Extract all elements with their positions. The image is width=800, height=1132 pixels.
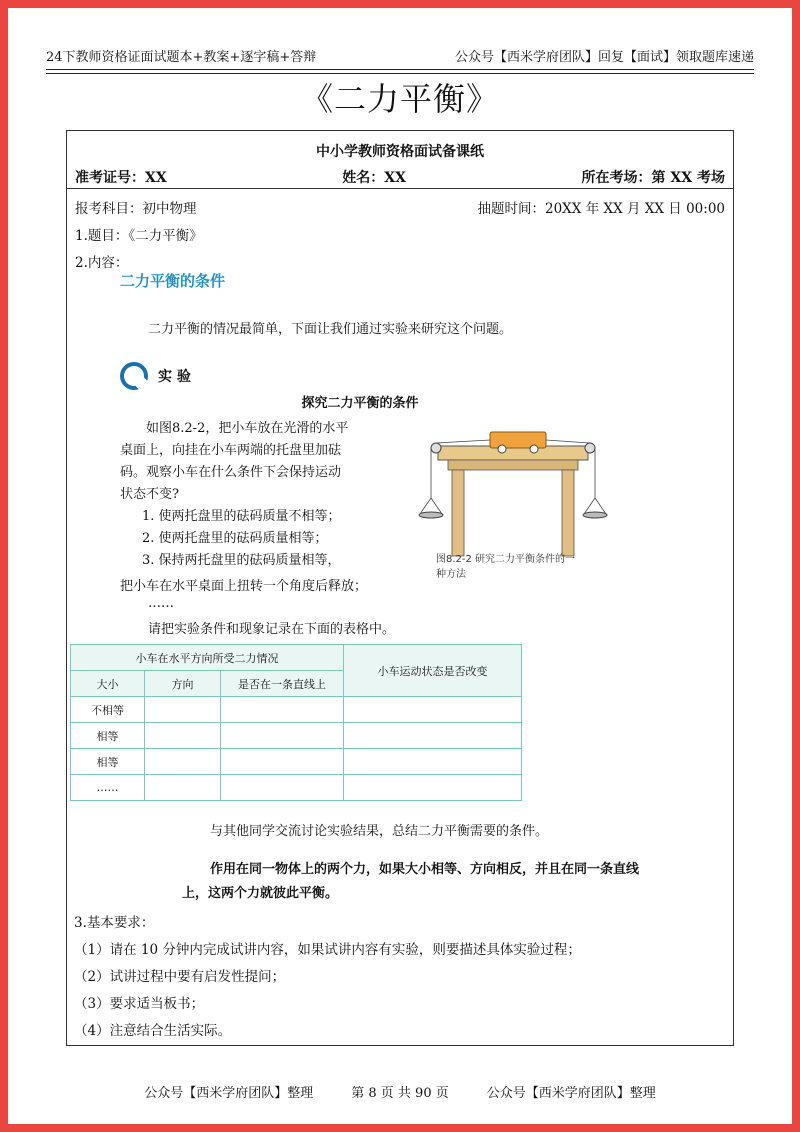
discussion-text: 与其他同学交流讨论实验结果，总结二力平衡需要的条件。 <box>210 824 549 839</box>
pan-left <box>419 512 443 518</box>
cart <box>490 432 546 448</box>
line-header: 是否在一条直线上 <box>221 671 344 697</box>
cart-wheel <box>498 445 506 453</box>
subject-row <box>67 193 733 220</box>
step-item: 3. 保持两托盘里的砝码质量相等， <box>142 553 341 568</box>
table-row: …… <box>71 775 522 801</box>
main-title: 《二力平衡》 <box>300 80 499 118</box>
topic-line: 1.题目：《二力平衡》 <box>75 227 203 244</box>
header-right-text: 公众号【西米学府团队】回复【面试】领取题库速递 <box>454 50 754 65</box>
intro-text: 二力平衡的情况最简单，下面让我们通过实验来研究这个问题。 <box>148 322 513 337</box>
experiment-steps <box>142 506 372 572</box>
pulley-left <box>431 443 441 453</box>
experiment-icon <box>120 362 148 390</box>
figure-caption: 图8.2-2 研究二力平衡条件的一种方法 <box>436 554 576 580</box>
footer-left: 公众号【西米学府团队】整理 <box>144 1086 314 1101</box>
experiment-label: 实 验 <box>158 369 191 385</box>
pan-right <box>583 512 607 518</box>
size-header: 大小 <box>71 671 145 697</box>
conclusion-text: 作用在同一物体上的两个力，如果大小相等、方向相反，并且在同一条直线上，这两个力就彼此平衡。 <box>182 862 640 901</box>
ellipsis: …… <box>148 596 174 611</box>
motion-header: 小车运动状态是否改变 <box>344 645 522 697</box>
footer-right: 公众号【西米学府团队】整理 <box>486 1086 656 1101</box>
table-leg <box>452 470 464 556</box>
table-leg <box>562 470 574 556</box>
content-label-line: 2.内容： <box>75 254 129 271</box>
form-title: 中小学教师资格面试备课纸 <box>316 144 484 160</box>
page-footer <box>8 1082 792 1101</box>
table-row: 不相等 <box>71 697 522 723</box>
step-item: 2. 使两托盘里的砝码质量相等； <box>142 531 328 546</box>
subject: 报考科目：初中物理 <box>75 200 197 217</box>
pulley-right <box>585 443 595 453</box>
draw-time: 抽题时间：20XX 年 XX 月 XX 日 00:00 <box>477 200 725 217</box>
exam-room: 所在考场：第 XX 考场 <box>581 169 725 186</box>
requirement-item: （2）试讲过程中要有启发性提问； <box>74 969 286 985</box>
table-instruction: 请把实验条件和现象记录在下面的表格中。 <box>148 622 396 637</box>
group-header: 小车在水平方向所受二力情况 <box>71 645 344 671</box>
rotate-step: 把小车在水平桌面上扭转一个角度后释放； <box>120 579 368 594</box>
experiment-title: 探究二力平衡的条件 <box>301 396 419 411</box>
experiment-table <box>70 644 522 801</box>
requirement-item: （1）请在 10 分钟内完成试讲内容，如果试讲内容有实验，则要描述具体实验过程； <box>74 942 581 958</box>
candidate-name: 姓名：XX <box>342 169 406 186</box>
table-row: 相等 <box>71 749 522 775</box>
document-page <box>8 8 792 1124</box>
requirements <box>74 910 581 1045</box>
page-number: 第 8 页 共 90 页 <box>351 1086 449 1101</box>
requirement-item: （3）要求适当板书； <box>74 996 205 1012</box>
page-header <box>46 44 754 70</box>
candidate-info-row <box>67 165 733 189</box>
experiment-figure <box>410 418 616 558</box>
cart-wheel <box>530 445 538 453</box>
experiment-description: 如图8.2-2，把小车放在光滑的水平桌面上，向挂在小车两端的托盘里加砝码。观察小车在什么条件下会保持运动状态不变? <box>120 421 349 502</box>
exam-id: 准考证号：XX <box>75 169 167 186</box>
direction-header: 方向 <box>145 671 221 697</box>
requirement-item: （4）注意结合生活实际。 <box>74 1023 232 1039</box>
step-item: 1. 使两托盘里的砝码质量不相等； <box>142 509 341 524</box>
header-left-text: 24下教师资格证面试题本+教案+逐字稿+答辩 <box>46 50 317 65</box>
table-row: 相等 <box>71 723 522 749</box>
requirements-label: 3.基本要求： <box>74 915 155 931</box>
section-title: 二力平衡的条件 <box>120 272 226 290</box>
experiment-header <box>120 362 191 390</box>
